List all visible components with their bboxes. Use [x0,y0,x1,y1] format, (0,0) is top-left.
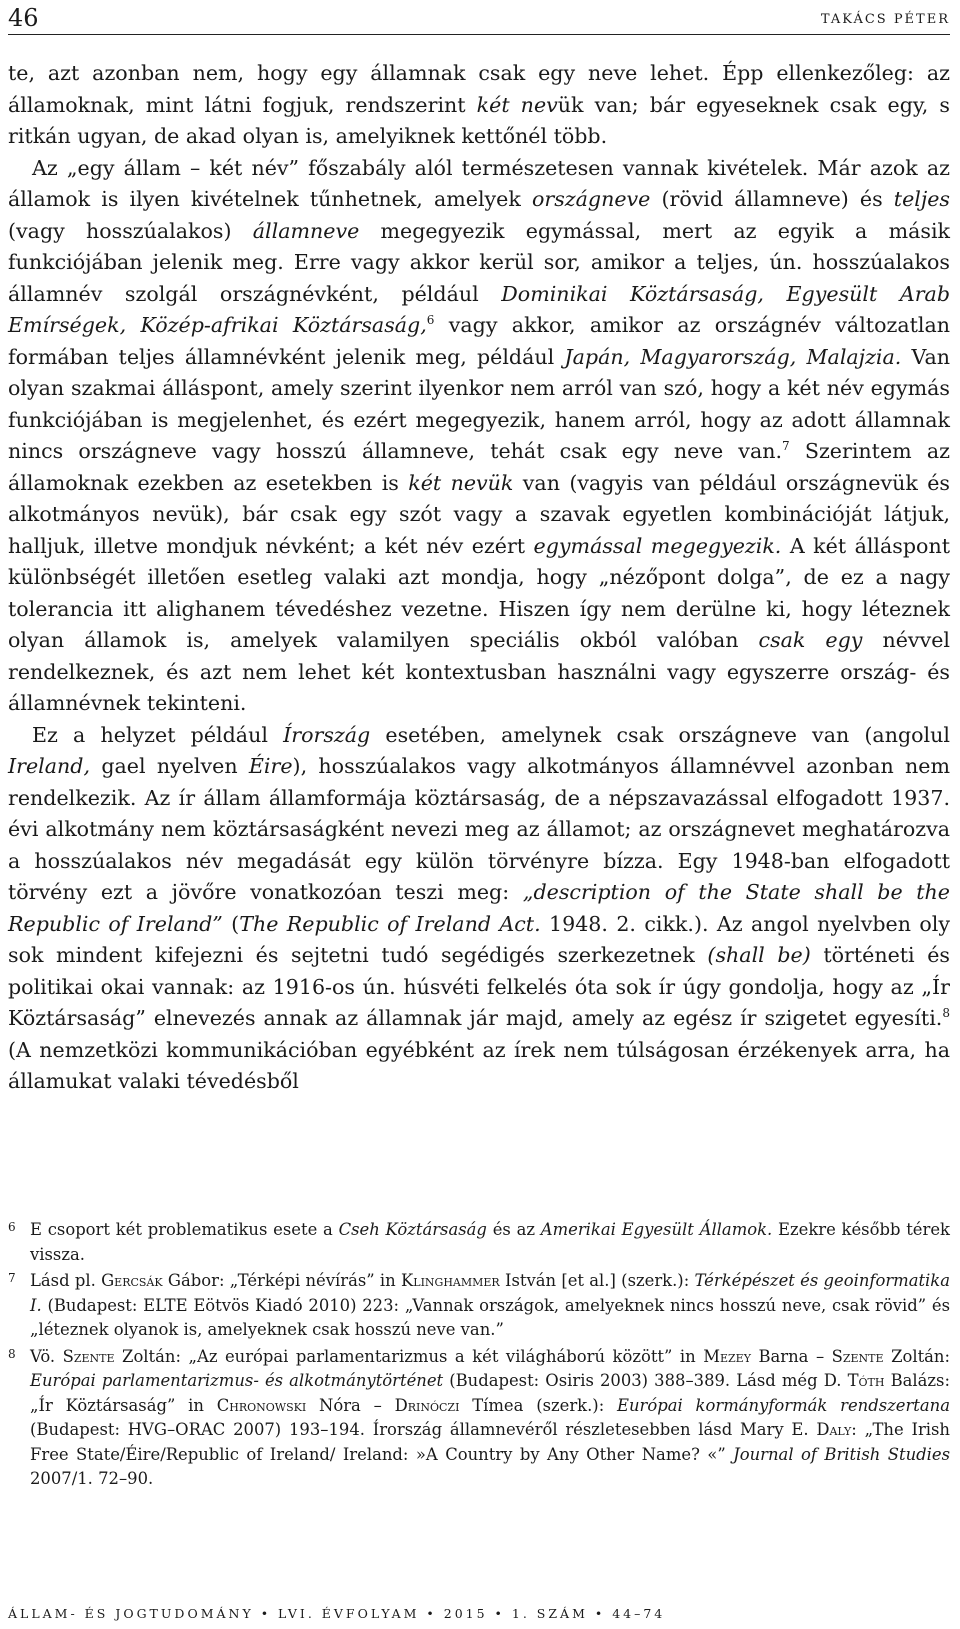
text-run: te, azt azonban nem, hogy egy államnak csak egy neve lehet. Épp ellenkezőleg: az államoknak, mint látni fogjuk, rendszerint [8,61,950,117]
text-run: Vö. [30,1346,63,1366]
italic-text: Európai kormányformák rendszertana [617,1395,950,1415]
italic-text: két nevük [408,470,514,495]
italic-text: Európai parlamentarizmus- és alkotmánytörténet [30,1371,444,1390]
italic-text: teljes [893,187,950,211]
text-run: megegyezik egymással, mert az egyik a másik funkciójában jelenik meg. Erre vagy akkor kerül sor, amikor a teljes, ún. hosszúalakos államnév szolgál országnévként, például [8,218,951,306]
footnote-ref: 6 [426,313,435,327]
author-surname: Gercsák [101,1271,163,1290]
author-surname: Chronowski [216,1395,307,1415]
text-run: (Budapest: Osiris 2003) 388–389. Lásd még D. [443,1371,848,1390]
text-run: Lásd pl. [30,1271,102,1290]
footnote-number: 8 [8,1346,16,1361]
italic-text: Amerikai Egyesült Államok. [540,1220,773,1239]
text-run: ük van; bár egyeseknek csak egy, s ritkán ugyan, de akad olyan is, amelyiknek kettőnél több. [8,92,950,148]
italic-text: „description of the State shall be the Republic of Ireland” [8,880,950,936]
main-text [8,58,950,1098]
author-surname: Szente [831,1346,884,1366]
italic-text: Ireland, [8,754,91,778]
page-number: 46 [8,4,39,32]
text-run: Barna – [750,1346,832,1366]
footnote-ref: 7 [782,439,790,453]
footnote-7 [8,1269,950,1343]
text-run: (Budapest: ELTE Eötvös Kiadó 2010) 223: „Vannak országok, amelyeknek nincs hosszú neve, csak rövid” és „léteznek olyanok is, amelyeknek csak hosszú neve van.” [30,1295,950,1339]
author-surname: Tóth [847,1371,885,1390]
footnote-number: 6 [8,1220,16,1234]
italic-text: államneve [252,218,360,243]
text-run: Az „egy állam – két név” főszabály alól természetesen vannak kivételek. Már azok az államok is ilyen kivételnek tűnhetnek, amelyek [8,155,950,211]
italic-text: The Republic of Ireland Act. [239,911,541,936]
text-run: van (vagyis van például országnevük és alkotmányos nevük), bár csak egy szót vagy a szavak egyetlen kombinációját látjuk, halljuk, illetve mondjuk névként; a két név ezért [8,470,950,558]
text-run: Tímea (szerk.): [459,1395,618,1415]
text-run: gael nyelven [90,754,249,778]
text-run: István [et al.] (szerk.): [499,1271,695,1290]
paragraph-2 [8,153,950,720]
text-run: és az [486,1220,541,1239]
running-header [8,4,950,35]
text-run: 2007/1. 72–90. [30,1469,154,1488]
text-run: ( [222,911,240,936]
text-run: Zoltán: „Az európai parlamentarizmus a két világháború között” in [114,1346,704,1366]
footnote-text [30,1269,950,1343]
italic-text: csak egy [758,628,863,652]
text-run: történeti és politikai okai vannak: az 1916-os ún. húsvéti felkelés óta sok ír úgy gondolja, hogy az „Ír Köztársaság” elnevezés annak az államnak jár majd, amely az egész ír szigetet egyesíti. [8,943,950,1030]
text-run: (Budapest: HVG–ORAC 2007) 193–194. Írország államnevéről részletesebben lásd Mary E. [30,1420,817,1439]
author-surname: Daly [816,1420,852,1439]
text-run: 1948. 2. cikk.). Az angol nyelvben oly sok mindent kifejezni és sejtetni tudó segédigés szerkezetnek [8,911,950,967]
italic-text: országneve [531,187,651,211]
author-surname: Klinghammer [401,1271,500,1290]
footnote-8 [8,1345,950,1492]
footnote-6 [8,1218,950,1267]
italic-text: Journal of British Studies [733,1444,950,1464]
text-run: Nóra – [306,1395,395,1415]
italic-text: Dominikai Köztársaság, Egyesült Arab Emírségek, Közép-afrikai Köztársaság, [8,281,950,337]
text-run: Ez a helyzet például [32,722,284,747]
italic-text: Éire [248,754,293,778]
author-surname: Drinóczi [394,1395,460,1415]
running-author: TAKÁCS PÉTER [820,12,950,27]
footnotes [8,1218,950,1494]
text-run: Gábor: „Térképi névírás” in [162,1271,402,1290]
italic-text: Cseh Köztársaság [338,1220,487,1239]
text-run: (A nemzetközi kommunikációban egyébként az írek nem túlságosan érzékenyek arra, ha államukat valaki tévedésből [8,1037,950,1093]
text-run: Szerintem az államoknak ezekben az esetekben is [8,439,950,495]
italic-text: (shall be) [707,943,811,967]
text-run: (rövid államneve) és [650,187,894,211]
footnote-text [30,1345,950,1492]
text-run: ), hosszúalakos vagy alkotmányos államnévvel azonban nem rendelkezik. Az ír állam államformája köztársaság, de a népszavazással elfogadott 1937. évi alkotmány nem köztársaságként nevezi meg az államot; az országnevet meghatározva a hosszúalakos név megadását egy külön törvényre bízza. Egy 1948-ban elfogadott törvény ezt a jövőre vonatkozóan teszi meg: [8,754,950,904]
author-surname: Szente [62,1346,115,1366]
text-run: Zoltán: [883,1346,951,1366]
paragraph-1 [8,58,950,153]
italic-text: egymással megegyezik. [533,533,782,558]
paragraph-3 [8,720,950,1098]
footnote-number: 7 [8,1271,16,1285]
text-run: : „The Irish Free State/Éire/Republic of Ireland/ Ireland: »A Country by Any Other Name? «” [30,1420,950,1464]
text-run: (vagy hosszúalakos) [8,218,253,243]
footnote-text [30,1218,950,1267]
text-run: esetében, amelynek csak országneve van (angolul [370,722,950,747]
text-run: Ezekre később térek vissza. [30,1220,950,1264]
author-surname: Mezey [703,1346,751,1366]
journal-footer: ÁLLAM- ÉS JOGTUDOMÁNY • LVI. ÉVFOLYAM • 2015 • 1. SZÁM • 44–74 [8,1606,666,1621]
text-run: A két álláspont különbségét illetően esetleg valaki azt mondja, hogy „nézőpont dolga”, de ez a nagy tolerancia itt alighanem tévedéshez vezetne. Hiszen így nem derülne ki, hogy léteznek olyan államok is, amelyek valamilyen speciális okból valóban [8,533,950,652]
text-run: E csoport két problematikus esete a [30,1220,339,1239]
italic-text: Írország [283,722,371,747]
text-run: Van olyan szakmai álláspont, amely szerint ilyenkor nem arról van szó, hogy a két név egymás funkciójában is megjelenhet, és ezért megegyezik, hanem arról, hogy az adott államnak nincs országneve vagy hosszú államneve, tehát csak egy neve van. [8,344,950,463]
italic-text: Térképészet és geoinformatika I. [30,1271,950,1315]
text-run: Balázs: „Ír Köztársaság” in [30,1371,950,1415]
footnote-ref: 8 [942,1006,950,1020]
text-run: vagy akkor, amikor az országnév változatlan formában teljes államnévként jelenik meg, például [8,313,951,369]
italic-text: Japán, Magyarország, Malajzia. [564,344,902,369]
text-run: névvel rendelkeznek, és azt nem lehet két kontextusban használni vagy egyszerre ország- és államnévnek tekinteni. [8,628,950,715]
italic-text: két nev [476,92,558,117]
